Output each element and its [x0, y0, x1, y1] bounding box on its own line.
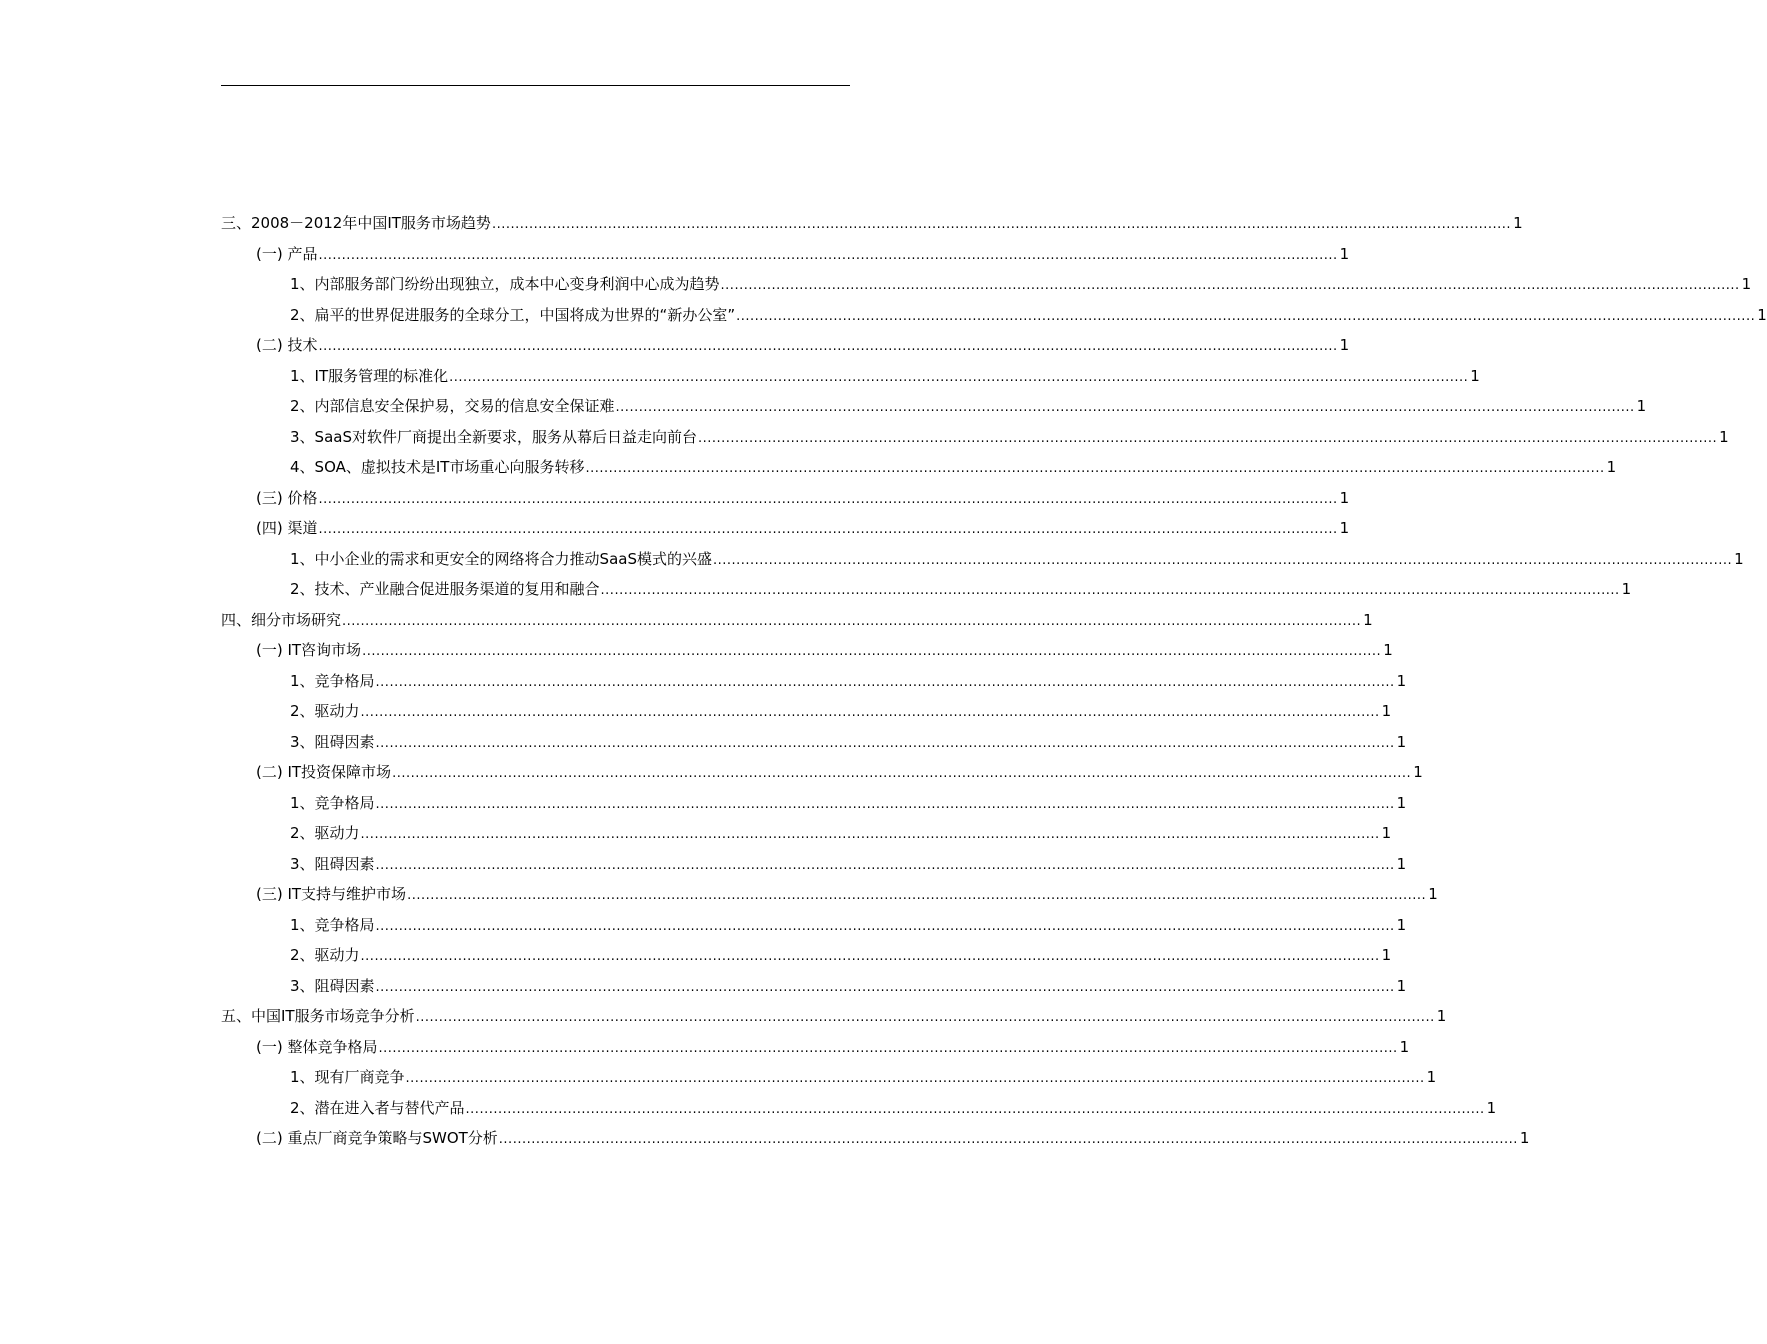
toc-entry-title: 四、细分市场研究	[221, 610, 342, 629]
toc-page-number: 1	[1396, 671, 1407, 690]
toc-dot-leader: ............................................................................................................................................................................................................................	[712, 552, 1733, 568]
toc-dot-leader: ............................................................................................................................................................................................................................	[615, 400, 1635, 415]
toc-entry-title: 4、SOA、虚拟技术是IT市场重心向服务转移	[290, 458, 585, 476]
toc-page-number: 1	[1513, 214, 1523, 232]
toc-page-number: 1	[1339, 488, 1350, 507]
toc-entry[interactable]	[221, 666, 1407, 697]
toc-entry[interactable]	[221, 361, 1480, 392]
toc-dot-leader: ............................................................................................................................................................................................................................	[585, 461, 1605, 476]
toc-page-number: 1	[1426, 1068, 1437, 1086]
toc-entry[interactable]	[221, 1123, 1530, 1154]
toc-entry[interactable]	[221, 727, 1407, 758]
toc-entry-title: 1、内部服务部门纷纷出现独立，成本中心变身利润中心成为趋势	[290, 275, 720, 293]
toc-entry-title: 2、技术、产业融合促进服务渠道的复用和融合	[290, 580, 600, 598]
toc-page-number: 1	[1757, 305, 1767, 324]
toc-entry[interactable]	[221, 1062, 1437, 1093]
toc-dot-leader: ............................................................................................................................................................................................................................	[362, 644, 1382, 659]
toc-entry-title: 3、阻碍因素	[290, 732, 375, 751]
toc-page-number: 1	[1486, 1098, 1497, 1117]
toc-entry[interactable]	[221, 544, 1744, 575]
toc-entry[interactable]	[221, 605, 1373, 636]
toc-page-number: 1	[1428, 885, 1438, 903]
toc-entry-title: 1、IT服务管理的标准化	[290, 366, 449, 385]
toc-entry-title: 三、2008－2012年中国IT服务市场趋势	[221, 214, 491, 232]
toc-page-number: 1	[1339, 244, 1350, 263]
toc-entry[interactable]	[221, 300, 1767, 331]
toc-entry[interactable]	[221, 849, 1407, 880]
toc-entry[interactable]	[221, 208, 1523, 239]
toc-page-number: 1	[1339, 336, 1350, 354]
toc-entry-title: 五、中国IT服务市场竞争分析	[221, 1007, 415, 1025]
toc-page-number: 1	[1396, 732, 1407, 751]
toc-entry[interactable]	[221, 483, 1350, 514]
toc-entry[interactable]	[221, 818, 1392, 849]
toc-entry-title: (四) 渠道	[256, 519, 318, 537]
toc-entry[interactable]	[221, 696, 1392, 727]
toc-dot-leader: ............................................................................................................................................................................................................................	[465, 1101, 1485, 1117]
toc-page-number: 1	[1519, 1129, 1530, 1147]
toc-entry[interactable]	[221, 330, 1350, 361]
toc-page-number: 1	[1396, 915, 1407, 934]
toc-entry-title: 3、阻碍因素	[290, 854, 375, 873]
toc-dot-leader: ............................................................................................................................................................................................................................	[600, 583, 1620, 598]
toc-entry-title: (二) IT投资保障市场	[256, 763, 392, 781]
toc-dot-leader: ............................................................................................................................................................................................................................	[720, 278, 1740, 293]
toc-entry[interactable]	[221, 1001, 1447, 1032]
toc-entry-title: (二) 技术	[256, 336, 318, 354]
toc-page-number: 1	[1383, 641, 1393, 659]
table-of-contents	[221, 208, 1767, 1154]
toc-entry-title: 2、潜在进入者与替代产品	[290, 1098, 465, 1117]
toc-entry[interactable]	[221, 422, 1729, 453]
toc-dot-leader: ............................................................................................................................................................................................................................	[449, 369, 1469, 385]
toc-entry-title: 1、竞争格局	[290, 671, 375, 690]
toc-dot-leader: ............................................................................................................................................................................................................................	[375, 979, 1395, 995]
toc-entry-title: 2、驱动力	[290, 946, 360, 964]
toc-dot-leader: ............................................................................................................................................................................................................................	[498, 1132, 1518, 1147]
toc-dot-leader: ............................................................................................................................................................................................................................	[360, 827, 1380, 842]
toc-page-number: 1	[1719, 427, 1729, 446]
toc-dot-leader: ............................................................................................................................................................................................................................	[378, 1040, 1398, 1056]
toc-dot-leader: ............................................................................................................................................................................................................................	[407, 888, 1427, 903]
toc-entry[interactable]	[221, 239, 1350, 270]
toc-dot-leader: ............................................................................................................................................................................................................................	[318, 522, 1338, 537]
toc-page-number: 1	[1413, 763, 1423, 781]
toc-entry[interactable]	[221, 269, 1752, 300]
toc-dot-leader: ............................................................................................................................................................................................................................	[360, 705, 1380, 720]
toc-dot-leader: ............................................................................................................................................................................................................................	[491, 217, 1512, 232]
toc-entry[interactable]	[221, 1093, 1497, 1124]
toc-dot-leader: ............................................................................................................................................................................................................................	[736, 308, 1756, 324]
toc-entry-title: (三) 价格	[256, 488, 318, 507]
toc-entry-title: 3、阻碍因素	[290, 976, 375, 995]
toc-dot-leader: ............................................................................................................................................................................................................................	[405, 1071, 1425, 1086]
toc-entry-title: 1、竞争格局	[290, 793, 375, 812]
toc-page-number: 1	[1734, 549, 1744, 568]
toc-page-number: 1	[1396, 793, 1407, 812]
toc-entry[interactable]	[221, 879, 1438, 910]
toc-entry-title: (三) IT支持与维护市场	[256, 885, 407, 903]
toc-page-number: 1	[1339, 519, 1350, 537]
toc-page-number: 1	[1621, 580, 1632, 598]
toc-page-number: 1	[1363, 610, 1373, 629]
toc-entry[interactable]	[221, 513, 1350, 544]
toc-dot-leader: ............................................................................................................................................................................................................................	[318, 491, 1338, 507]
toc-entry-title: (一) 整体竞争格局	[256, 1037, 378, 1056]
toc-entry-title: 1、中小企业的需求和更安全的网络将合力推动SaaS模式的兴盛	[290, 549, 712, 568]
toc-dot-leader: ............................................................................................................................................................................................................................	[697, 430, 1718, 446]
toc-page-number: 1	[1381, 702, 1392, 720]
toc-dot-leader: ............................................................................................................................................................................................................................	[392, 766, 1412, 781]
toc-dot-leader: ............................................................................................................................................................................................................................	[360, 949, 1380, 964]
toc-entry-title: (一) IT咨询市场	[256, 641, 362, 659]
toc-page-number: 1	[1606, 458, 1617, 476]
toc-entry-title: 1、竞争格局	[290, 915, 375, 934]
toc-entry[interactable]	[221, 910, 1407, 941]
toc-page-number: 1	[1396, 976, 1407, 995]
toc-entry-title: 2、内部信息安全保护易，交易的信息安全保证难	[290, 397, 615, 415]
toc-dot-leader: ............................................................................................................................................................................................................................	[375, 918, 1395, 934]
toc-dot-leader: ............................................................................................................................................................................................................................	[318, 247, 1338, 263]
toc-dot-leader: ............................................................................................................................................................................................................................	[375, 735, 1395, 751]
toc-page-number: 1	[1436, 1007, 1447, 1025]
toc-entry-title: 2、驱动力	[290, 824, 360, 842]
toc-entry-title: 1、现有厂商竞争	[290, 1068, 405, 1086]
toc-page-number: 1	[1741, 275, 1752, 293]
toc-entry[interactable]	[221, 635, 1393, 666]
toc-entry[interactable]	[221, 391, 1647, 422]
toc-entry-title: 2、驱动力	[290, 702, 360, 720]
toc-entry[interactable]	[221, 757, 1423, 788]
toc-entry[interactable]	[221, 940, 1392, 971]
header-rule	[221, 85, 850, 86]
toc-entry-title: 3、SaaS对软件厂商提出全新要求，服务从幕后日益走向前台	[290, 427, 697, 446]
toc-entry[interactable]	[221, 574, 1632, 605]
toc-entry[interactable]	[221, 788, 1407, 819]
toc-page-number: 1	[1636, 397, 1647, 415]
toc-page-number: 1	[1381, 946, 1392, 964]
toc-entry[interactable]	[221, 1032, 1410, 1063]
toc-entry-title: (二) 重点厂商竞争策略与SWOT分析	[256, 1129, 498, 1147]
toc-dot-leader: ............................................................................................................................................................................................................................	[415, 1010, 1435, 1025]
toc-page-number: 1	[1399, 1037, 1410, 1056]
toc-page-number: 1	[1470, 366, 1480, 385]
toc-dot-leader: ............................................................................................................................................................................................................................	[342, 613, 1362, 629]
toc-dot-leader: ............................................................................................................................................................................................................................	[318, 339, 1338, 354]
toc-entry[interactable]	[221, 971, 1407, 1002]
toc-page-number: 1	[1381, 824, 1392, 842]
toc-entry-title: (一) 产品	[256, 244, 318, 263]
toc-page-number: 1	[1396, 854, 1407, 873]
toc-dot-leader: ............................................................................................................................................................................................................................	[375, 796, 1395, 812]
toc-dot-leader: ............................................................................................................................................................................................................................	[375, 857, 1395, 873]
toc-entry-title: 2、扁平的世界促进服务的全球分工，中国将成为世界的“新办公室”	[290, 305, 736, 324]
toc-dot-leader: ............................................................................................................................................................................................................................	[375, 674, 1395, 690]
toc-entry[interactable]	[221, 452, 1617, 483]
